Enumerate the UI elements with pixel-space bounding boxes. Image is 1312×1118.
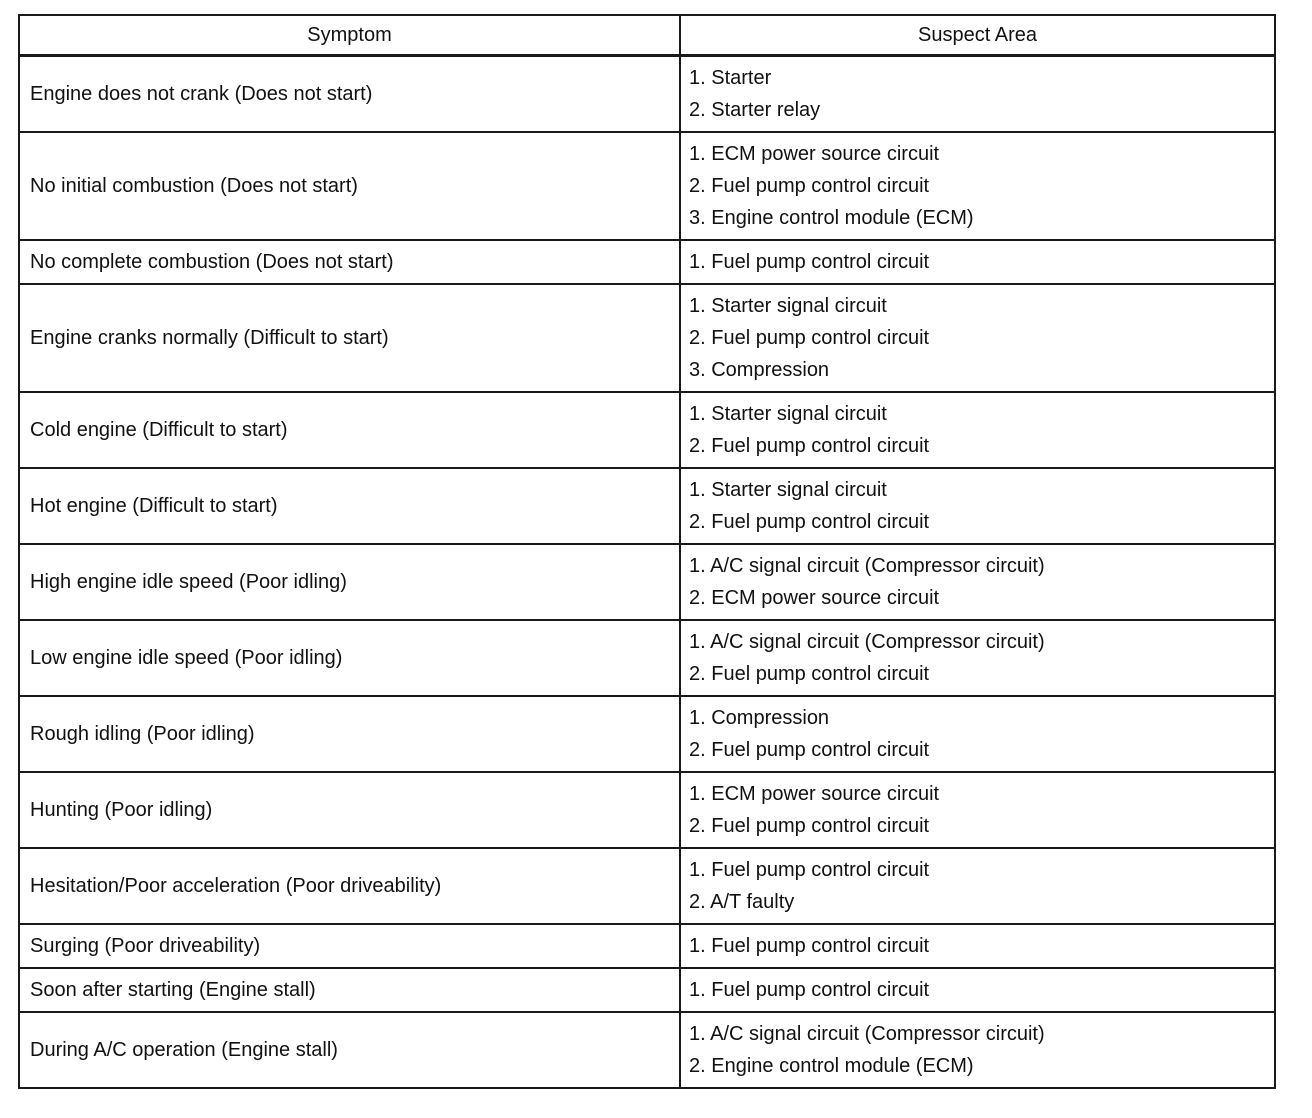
- suspect-area-item: 2. Starter relay: [689, 99, 821, 121]
- suspect-area-item: 2. Fuel pump control circuit: [689, 175, 930, 197]
- symptom-cell: No complete combustion (Does not start): [19, 240, 680, 284]
- table-row: [19, 696, 1275, 772]
- table-row: [19, 620, 1275, 696]
- suspect-area-column-header: Suspect Area: [680, 15, 1275, 56]
- suspect-area-cell: [680, 392, 1275, 468]
- suspect-area-item: 2. Fuel pump control circuit: [689, 511, 930, 533]
- symptom-cell: Soon after starting (Engine stall): [19, 968, 680, 1012]
- table-row: [19, 56, 1275, 133]
- suspect-area-cell: [680, 696, 1275, 772]
- suspect-area-item: 2. Fuel pump control circuit: [689, 663, 930, 685]
- suspect-area-item: 1. Starter signal circuit: [689, 479, 887, 501]
- symptom-table-container: [18, 14, 1274, 1089]
- suspect-area-item: 3. Compression: [689, 359, 830, 381]
- table-row: [19, 392, 1275, 468]
- suspect-area-cell: [680, 240, 1275, 284]
- suspect-area-item: 1. Compression: [689, 707, 830, 729]
- suspect-area-cell: [680, 468, 1275, 544]
- symptom-cell: Hot engine (Difficult to start): [19, 468, 680, 544]
- suspect-area-item: 2. Fuel pump control circuit: [689, 739, 930, 761]
- suspect-area-item: 1. Fuel pump control circuit: [689, 979, 930, 1001]
- table-body: [19, 56, 1275, 1089]
- symptom-column-header: Symptom: [19, 15, 680, 56]
- suspect-area-item: 1. A/C signal circuit (Compressor circuit): [689, 631, 1045, 653]
- suspect-area-item: 1. ECM power source circuit: [689, 143, 940, 165]
- header-row: [19, 15, 1275, 56]
- symptom-cell: High engine idle speed (Poor idling): [19, 544, 680, 620]
- table-row: [19, 968, 1275, 1012]
- suspect-area-item: 1. Fuel pump control circuit: [689, 859, 930, 881]
- suspect-area-item: 1. Starter: [689, 67, 772, 89]
- table-row: [19, 240, 1275, 284]
- symptom-cell: No initial combustion (Does not start): [19, 132, 680, 240]
- suspect-area-cell: [680, 544, 1275, 620]
- table-row: [19, 544, 1275, 620]
- suspect-area-item: 1. A/C signal circuit (Compressor circuit): [689, 555, 1045, 577]
- suspect-area-item: 1. Starter signal circuit: [689, 295, 887, 317]
- suspect-area-item: 2. Fuel pump control circuit: [689, 435, 930, 457]
- suspect-area-item: 1. ECM power source circuit: [689, 783, 940, 805]
- table-row: [19, 848, 1275, 924]
- suspect-area-item: 2. Fuel pump control circuit: [689, 327, 930, 349]
- suspect-area-cell: [680, 56, 1275, 133]
- table-row: [19, 284, 1275, 392]
- symptom-table: [18, 14, 1276, 1089]
- suspect-area-cell: [680, 284, 1275, 392]
- symptom-cell: Engine does not crank (Does not start): [19, 56, 680, 133]
- table-row: [19, 924, 1275, 968]
- symptom-cell: Surging (Poor driveability): [19, 924, 680, 968]
- suspect-area-item: 2. Fuel pump control circuit: [689, 815, 930, 837]
- suspect-area-cell: [680, 968, 1275, 1012]
- symptom-cell: Cold engine (Difficult to start): [19, 392, 680, 468]
- symptom-cell: Low engine idle speed (Poor idling): [19, 620, 680, 696]
- suspect-area-cell: [680, 924, 1275, 968]
- suspect-area-item: 2. ECM power source circuit: [689, 587, 940, 609]
- table-row: [19, 132, 1275, 240]
- symptom-cell: Hunting (Poor idling): [19, 772, 680, 848]
- table-row: [19, 1012, 1275, 1088]
- suspect-area-item: 2. Engine control module (ECM): [689, 1055, 974, 1077]
- suspect-area-cell: [680, 132, 1275, 240]
- suspect-area-item: 1. Fuel pump control circuit: [689, 935, 930, 957]
- suspect-area-cell: [680, 620, 1275, 696]
- suspect-area-cell: [680, 848, 1275, 924]
- table-row: [19, 468, 1275, 544]
- suspect-area-item: 2. A/T faulty: [689, 891, 795, 913]
- symptom-cell: Rough idling (Poor idling): [19, 696, 680, 772]
- symptom-cell: Engine cranks normally (Difficult to start): [19, 284, 680, 392]
- symptom-cell: During A/C operation (Engine stall): [19, 1012, 680, 1088]
- suspect-area-cell: [680, 772, 1275, 848]
- suspect-area-item: 1. A/C signal circuit (Compressor circuit): [689, 1023, 1045, 1045]
- suspect-area-item: 3. Engine control module (ECM): [689, 207, 974, 229]
- suspect-area-item: 1. Fuel pump control circuit: [689, 251, 930, 273]
- table-row: [19, 772, 1275, 848]
- symptom-cell: Hesitation/Poor acceleration (Poor driveability): [19, 848, 680, 924]
- suspect-area-cell: [680, 1012, 1275, 1088]
- suspect-area-item: 1. Starter signal circuit: [689, 403, 887, 425]
